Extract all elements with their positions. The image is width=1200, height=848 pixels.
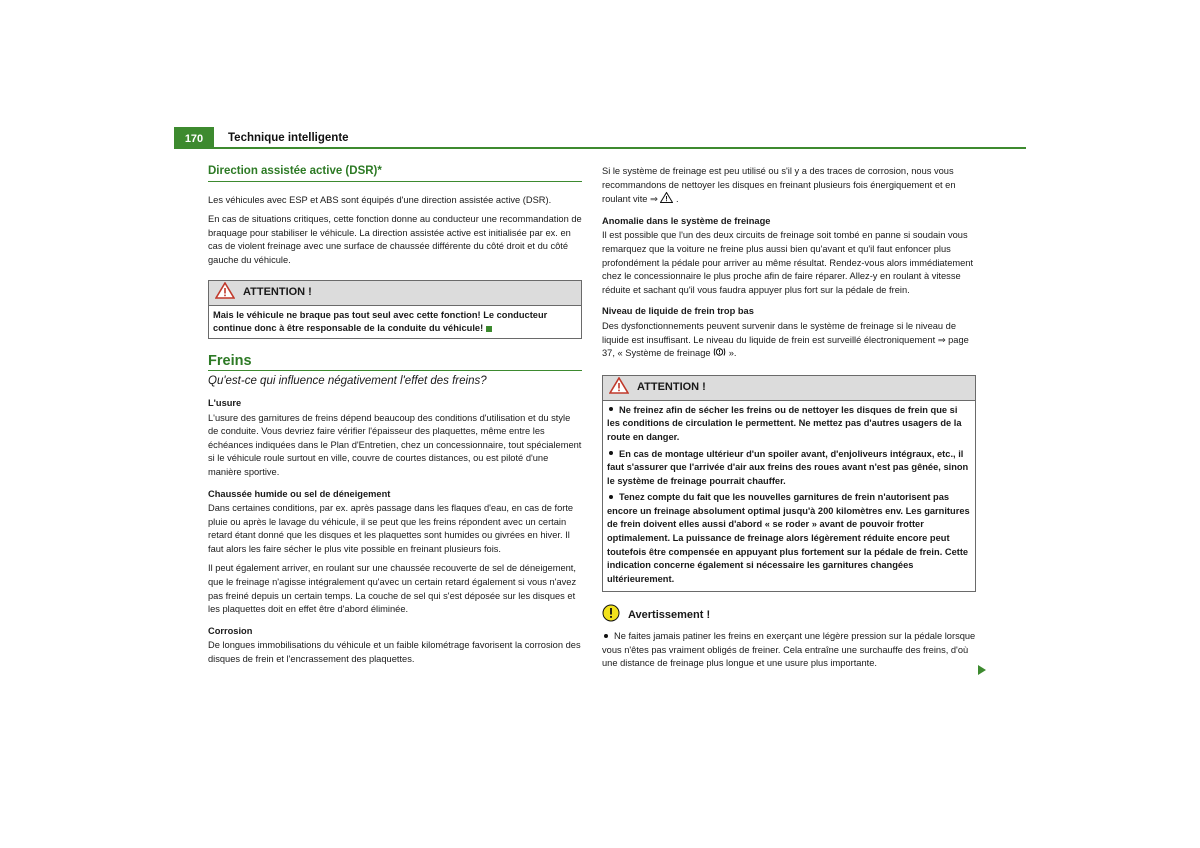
caution-circle-icon xyxy=(602,604,620,627)
subhead-corrosion: Corrosion xyxy=(208,625,253,636)
attention-box-freins xyxy=(602,375,976,593)
attention-item-text: Tenez compte du fait que les nouvelles garnitures de frein n'autorisent pas encore un freinage absolument optimal jusqu'à 200 kilomètres env. Les garnitures de frein doivent elles aussi d'abord « se roder » avant de pouvoir frotter optimalement. La puissance de freinage alors légèrement réduite encore peut toutefois être compensée en appuyant plus fortement sur la pédale de frein. Cette indication concerne également si nécessaire les garnitures changées ultérieurement. xyxy=(607,492,970,584)
chaussee-paragraph-2: Il peut également arriver, en roulant sur une chaussée recouverte de sel de déneigement, que le freinage n'agisse intégralement qu'avec un certain retard également si vous n'avez pas freiné depuis un certain temps. La couche de sel qui s'est déposée sur les disques et les plaquettes doit en effet être d'abord éliminée. xyxy=(208,563,577,615)
attention-item xyxy=(607,404,971,445)
note-text: Ne faites jamais patiner les freins en exerçant une légère pression sur la pédale lorsque vous n'êtes pas vraiment obligés de freiner. Cela entraîne une surchauffe des freins, d'où une distance de freinage plus longue et une usure plus importante. xyxy=(602,631,976,669)
chapter-title: Technique intelligente xyxy=(228,132,349,144)
niveau-paragraph xyxy=(602,320,976,361)
attention-box-header xyxy=(209,281,581,306)
page-header xyxy=(174,127,1026,149)
page-number: 170 xyxy=(174,127,214,148)
warning-triangle-icon xyxy=(215,282,235,304)
bullet-icon xyxy=(604,634,608,638)
intro-end: . xyxy=(676,194,679,205)
freins-subtitle: Qu'est-ce qui influence négativement l'effet des freins? xyxy=(208,375,487,388)
attention-item xyxy=(607,491,971,586)
corrosion-paragraph: De longues immobilisations du véhicule et un faible kilométrage favorisent la corrosion des disques de frein et l'encrassement des plaquettes. xyxy=(208,640,581,665)
intro-paragraph xyxy=(602,165,976,207)
bullet-icon xyxy=(609,495,613,499)
attention-text: Mais le véhicule ne braque pas tout seul avec cette fonction! Le conducteur continue donc à être responsable de la conduite du véhicule! xyxy=(213,309,548,334)
dsr-paragraph-1: Les véhicules avec ESP et ABS sont équipés d'une direction assistée active (DSR). xyxy=(208,194,552,205)
note-title: Avertissement ! xyxy=(628,608,711,621)
attention-title: ATTENTION ! xyxy=(637,380,706,393)
anomalie-paragraph: Il est possible que l'un des deux circuits de freinage soit tombé en panne si soudain vous remarquez que la voiture ne freine plus aussi bien qu'avant et qu'il faut enfoncer plus profondément la pédale pour arriver au même résultat. Rendez-vous alors immédiatement chez le concessionnaire le plus proche afin de faire réparer. Allez-y en roulant à vitesse réduite et sachant qu'il vous faudra appuyer plus fort sur la pédale de frein. xyxy=(602,230,974,295)
note-header xyxy=(602,604,976,627)
section-title-dsr: Direction assistée active (DSR)* xyxy=(208,165,582,182)
intro-text: Si le système de freinage est peu utilisé ou s'il y a des traces de corrosion, nous vous recommandons de nettoyer les disques en freinant plusieurs fois énergiquement et en roulant vite ⇒ xyxy=(602,166,956,205)
attention-item-text: En cas de montage ultérieur d'un spoiler avant, d'enjoliveurs intégraux, etc., il faut s'assurer que l'arrivée d'air aux freins des roues avant n'est pas gênée, sinon le système de freinage pourrait chauffer. xyxy=(607,448,969,486)
subhead-chaussee: Chaussée humide ou sel de déneigement xyxy=(208,488,391,499)
warning-ref-icon[interactable] xyxy=(660,194,676,204)
end-marker-icon xyxy=(486,326,492,332)
attention-item-text: Ne freinez afin de sécher les freins ou de nettoyer les disques de frein que si les conditions de circulation le permettent. Ne mettez pas d'autres usagers de la route en danger. xyxy=(607,404,962,442)
left-column xyxy=(208,165,582,673)
section-title-freins: Freins xyxy=(208,355,582,372)
subhead-niveau: Niveau de liquide de frein trop bas xyxy=(602,306,754,317)
attention-item xyxy=(607,448,971,489)
subhead-anomalie: Anomalie dans le système de freinage xyxy=(602,215,771,226)
note-paragraph xyxy=(602,630,976,671)
right-column xyxy=(602,165,976,677)
bullet-icon xyxy=(609,407,613,411)
attention-box-header xyxy=(603,376,975,401)
bullet-icon xyxy=(609,451,613,455)
header-rule xyxy=(174,147,1026,149)
attention-body xyxy=(603,401,975,592)
dsr-paragraph-2: En cas de situations critiques, cette fonction donne au conducteur une recommandation de braquage pour stabiliser le véhicule. La direction assistée active est initialisée par ex. en cas de violent freinage avec une surface de chaussée différente du côté droit et du côté gauche du véhicule. xyxy=(208,214,582,265)
attention-box-dsr xyxy=(208,280,582,339)
subhead-usure: L'usure xyxy=(208,397,242,408)
brake-symbol-icon xyxy=(713,348,729,358)
niveau-end: ». xyxy=(728,348,737,359)
usure-paragraph: L'usure des garnitures de freins dépend beaucoup des conditions d'utilisation et du style de conduite. Vous devriez faire vérifier l'épaisseur des plaquettes, même entre les échéances indiquées dans le Plan d'Entretien, chez un concessionnaire, tout spécialement si le véhicule roule surtout en ville, couvre de courtes distances, ou est piloté d'une manière sportive. xyxy=(208,412,582,477)
attention-body xyxy=(209,306,581,338)
warning-triangle-icon xyxy=(609,377,629,399)
chaussee-paragraph-1: Dans certaines conditions, par ex. après passage dans les flaques d'eau, en cas de forte pluie ou après le lavage du véhicule, il se peut que les freins répondent avec un certain retard étant donné que les disques et les plaquettes sont humides ou givrées en hiver. Il faut alors les faire sécher le plus vite possible en freinant plusieurs fois. xyxy=(208,503,574,554)
niveau-text[interactable]: Des dysfonctionnements peuvent survenir dans le système de freinage si le niveau de liquide est insuffisant. Le niveau du liquide de frein est surveillé électroniquement ⇒ page 37, « Système de freinage xyxy=(602,320,969,359)
next-page-arrow-icon xyxy=(978,665,986,675)
attention-title: ATTENTION ! xyxy=(243,285,312,298)
